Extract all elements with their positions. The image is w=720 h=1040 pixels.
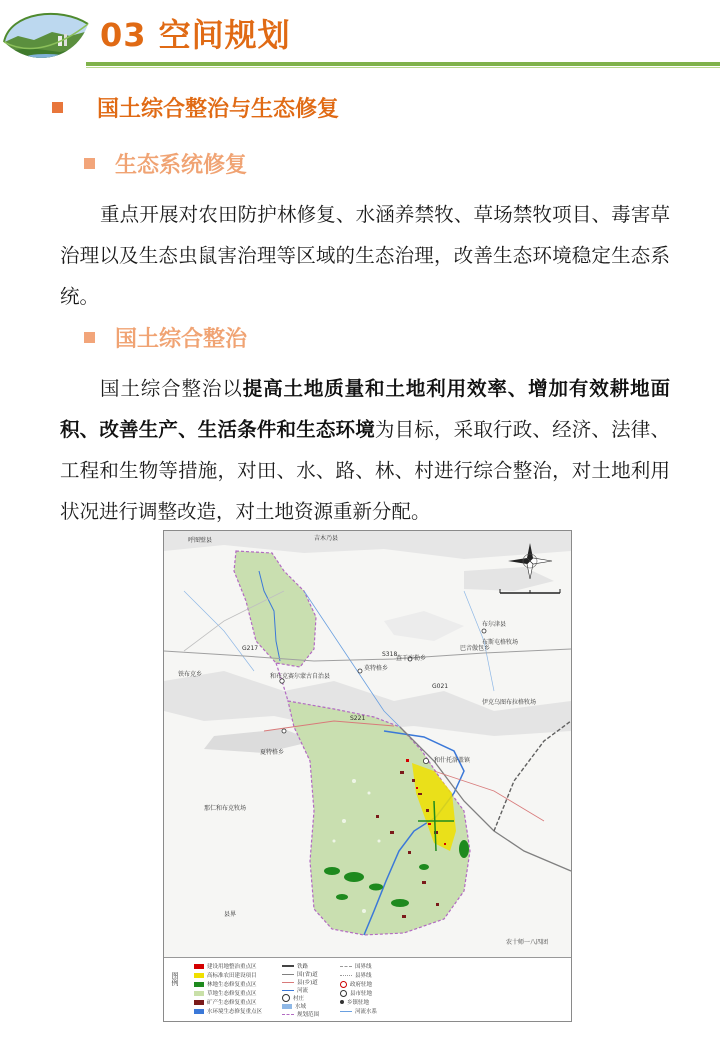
legend-label: 高标准农田建设项目 [207, 973, 257, 979]
map-label: 县界 [224, 911, 237, 918]
legend-item [194, 1007, 262, 1015]
map-legend [164, 957, 571, 1022]
legend-label: 国界线 [355, 964, 372, 970]
map-canvas [164, 531, 571, 1021]
legend-label: 规划范围 [297, 1012, 320, 1018]
subsection-heading-land [84, 322, 247, 352]
legend-swatch [194, 1000, 204, 1005]
legend-swatch [340, 990, 347, 997]
map-label: 莫特格乡 [364, 665, 389, 672]
map-label: 伊克乌图布拉格牧场 [482, 699, 537, 706]
map-label: 呼图壁县 [188, 537, 213, 544]
legend-line [282, 982, 294, 983]
legend-item [282, 1010, 319, 1018]
legend-swatch [340, 1000, 344, 1004]
title-divider-thin [86, 67, 720, 68]
legend-item [340, 1007, 377, 1015]
planning-map [163, 530, 572, 1022]
road-label: S221 [350, 715, 366, 722]
para-tail: 为目标，采取行政、经济、法律、工程和生物等措施，对田、水、路、林、村进行综合整治，对土地利用状况进行调整改造，对土地资源重新分配。 [60, 418, 670, 523]
bullet-square-icon [84, 158, 95, 169]
legend-label: 县市驻地 [350, 991, 373, 997]
legend-label: 水环境生态修复重点区 [207, 1009, 263, 1015]
legend-line [282, 965, 294, 967]
title-divider [86, 62, 720, 66]
road-label: G217 [242, 645, 259, 652]
legend-label: 村庄 [293, 996, 305, 1002]
legend-item [340, 989, 372, 997]
legend-swatch [194, 991, 204, 996]
map-label: 布尔津县 [482, 621, 507, 628]
road-label: S318 [382, 651, 398, 658]
legend-swatch [194, 973, 204, 978]
page-header [0, 0, 720, 90]
map-label: 农十师一八四团 [506, 939, 549, 946]
legend-line [340, 1011, 352, 1012]
legend-label: 县界线 [355, 973, 372, 979]
legend-label: 乡镇驻地 [347, 1000, 370, 1006]
legend-swatch [194, 964, 204, 969]
map-label: 夏特格乡 [260, 749, 285, 756]
map-label: 和什托洛盖镇 [434, 757, 471, 764]
subsection-heading-ecosystem [84, 148, 247, 178]
legend-label: 国(省)道 [297, 972, 318, 978]
legend-label: 林地生态修复重点区 [207, 982, 257, 988]
legend-item [282, 994, 304, 1002]
legend-line [340, 975, 352, 976]
legend-line [340, 966, 352, 967]
legend-item [282, 978, 318, 986]
legend-label: 水域 [295, 1004, 307, 1010]
map-label: 吉木乃县 [314, 535, 339, 542]
legend-item [194, 998, 257, 1006]
road-label: G021 [432, 683, 449, 690]
legend-label: 县(乡)道 [297, 980, 318, 986]
legend-item [282, 1002, 306, 1010]
subsection-title: 生态系统修复 [115, 152, 248, 178]
legend-item [340, 998, 369, 1006]
legend-item [340, 980, 372, 988]
legend-line [282, 974, 294, 975]
legend-item [282, 970, 318, 978]
map-label: 那仁和布克牧场 [204, 805, 247, 812]
leaf-landscape-icon [0, 6, 92, 76]
legend-label: 建设用地整治重点区 [207, 964, 257, 970]
legend-item [194, 980, 257, 988]
paragraph-land [60, 368, 670, 532]
map-label: 布斯屯格牧场 [482, 639, 519, 646]
legend-line [282, 990, 294, 991]
bullet-square-icon [84, 332, 95, 343]
map-label: 巴音傲包乡 [460, 645, 491, 652]
legend-label: 铁路 [297, 964, 309, 970]
legend-label: 政府驻地 [350, 982, 373, 988]
legend-item [340, 971, 372, 979]
legend-item [194, 989, 257, 997]
legend-line [282, 1014, 294, 1015]
legend-item [282, 986, 308, 994]
map-label: 铁布克乡 [178, 671, 203, 678]
legend-swatch [340, 981, 347, 988]
legend-item [340, 962, 372, 970]
map-label: 和布克赛尔蒙古自治县 [270, 673, 331, 680]
map-label: 查干库勒乡 [396, 655, 427, 662]
legend-swatch [194, 982, 204, 987]
section-title: 国土综合整治与生态修复 [97, 96, 340, 122]
legend-swatch [282, 994, 290, 1002]
section-heading [52, 92, 339, 122]
page-title: 03 空间规划 [100, 16, 291, 54]
legend-item [194, 971, 257, 979]
legend-title: 图例 [171, 972, 179, 986]
legend-item [282, 962, 308, 970]
legend-item [194, 962, 257, 970]
legend-label: 草地生态修复重点区 [207, 991, 257, 997]
legend-swatch [282, 1004, 292, 1009]
legend-label: 矿产生态修复重点区 [207, 1000, 257, 1006]
legend-label: 河流水系 [355, 1009, 378, 1015]
legend-label: 河流 [297, 988, 309, 994]
subsection-title: 国土综合整治 [115, 326, 248, 352]
paragraph-ecosystem: 重点开展对农田防护林修复、水涵养禁牧、草场禁牧项目、毒害草治理以及生态虫鼠害治理等区域的生态治理，改善生态环境稳定生态系统。 [60, 203, 670, 308]
para-lead: 国土综合整治以 [100, 377, 243, 400]
bullet-square-icon [52, 102, 63, 113]
para-bold: 提高土地质量和土地利用效率、增加有效耕地面积、改善生产、生活条件和生态环境 [60, 377, 670, 441]
legend-swatch [194, 1009, 204, 1014]
